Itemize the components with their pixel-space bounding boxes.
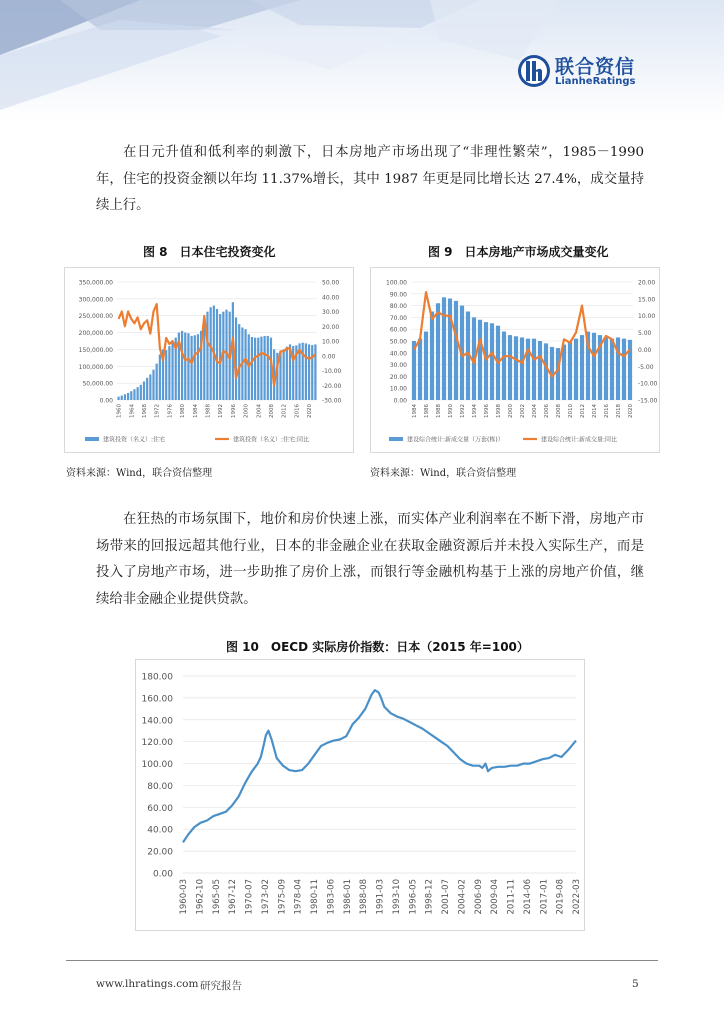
y-right-tick-label: 20.00 (638, 279, 656, 287)
paragraph-2-text: 在狂热的市场氛围下，地价和房价快速上涨，而实体产业利润率在不断下滑，房地产市场带来的回报远超其他行业，日本的非金融企业在获取金融资源后并未投入实际生产，而是投入了房地产市场，进一步助推了房价上涨，而银行等金融机构基于上涨的房地产价值，继续给非金融企业提供贷款。 (96, 512, 644, 607)
x-tick-label: 2019-08 (555, 879, 566, 915)
bar (159, 354, 161, 400)
legend-line-label: 建筑投资（名义）:住宅:同比 (233, 436, 310, 444)
page-number: 5 (632, 978, 639, 990)
bar (412, 341, 416, 400)
y-left-tick-label: 150,000.00 (78, 346, 113, 354)
legend-bar-swatch (389, 437, 403, 441)
x-tick-label: 2000 (243, 404, 250, 418)
x-tick-label: 1967-12 (228, 879, 239, 915)
y-right-tick-label: 30.00 (322, 309, 340, 316)
bar (121, 396, 123, 400)
y-left-tick-label: 100.00 (386, 279, 407, 287)
y-tick-label: 160.00 (141, 694, 173, 705)
bar (286, 347, 288, 400)
bar (168, 346, 170, 400)
x-tick-label: 1978-04 (293, 879, 304, 915)
x-tick-label: 1988-08 (359, 879, 370, 915)
x-tick-label: 2004 (256, 404, 263, 418)
bar (314, 344, 316, 400)
x-tick-label: 2022-03 (572, 879, 582, 915)
y-left-tick-label: 0.00 (393, 397, 407, 405)
y-right-tick-label: -20.00 (322, 382, 342, 390)
bar (442, 297, 446, 400)
logo-en-text: LianheRatings (555, 76, 636, 87)
x-tick-label: 2008 (268, 404, 275, 418)
bar (490, 323, 494, 400)
y-tick-label: 120.00 (141, 738, 173, 749)
y-left-tick-label: 80.00 (389, 303, 407, 311)
x-tick-label: 2014-06 (522, 879, 533, 915)
y-right-tick-label: 20.00 (322, 323, 340, 331)
y-right-tick-label: -10.00 (322, 368, 342, 375)
bar (526, 339, 530, 400)
x-tick-label: 1960 (116, 404, 123, 418)
logo-mark-icon (517, 54, 551, 88)
bar (538, 341, 542, 400)
paragraph-1 (96, 140, 644, 220)
price-index-line (183, 690, 576, 842)
x-tick-label: 2001-07 (441, 879, 451, 915)
x-tick-label: 1968 (141, 404, 148, 418)
figure-8-title: 图 8 日本住宅投资变化 (143, 245, 276, 259)
x-tick-label: 2006-09 (473, 879, 484, 915)
y-right-tick-label: 50.00 (322, 279, 340, 287)
x-tick-label: 1986-01 (342, 879, 353, 915)
x-tick-label: 1993-10 (391, 879, 402, 915)
x-tick-label: 2020 (628, 404, 634, 418)
x-tick-label: 1998-12 (424, 879, 435, 915)
figure-9-source: 资料来源：Wind，联合资信整理 (370, 468, 517, 479)
x-tick-label: 1970-07 (244, 879, 255, 915)
x-tick-label: 1991-03 (375, 879, 386, 915)
x-tick-label: 1964 (129, 404, 136, 418)
bar (562, 345, 566, 400)
bar (190, 336, 192, 400)
y-tick-label: 180.00 (141, 672, 173, 683)
bar (146, 378, 148, 400)
bar (184, 333, 186, 400)
y-left-tick-label: 200,000.00 (78, 330, 113, 338)
y-tick-label: 140.00 (141, 716, 173, 727)
x-tick-label: 1988 (436, 404, 442, 418)
x-tick-label: 1960-03 (179, 879, 189, 915)
bar (137, 387, 139, 400)
x-tick-label: 1994 (472, 404, 478, 418)
bar (418, 339, 422, 400)
x-tick-label: 1973-02 (260, 879, 271, 915)
yoy-line (414, 292, 630, 376)
bar (436, 303, 440, 400)
y-left-tick-label: 250,000.00 (78, 313, 113, 321)
x-tick-label: 2017-01 (539, 879, 550, 915)
x-tick-label: 2020 (307, 404, 314, 418)
bar (187, 333, 189, 400)
y-right-tick-label: 10.00 (638, 313, 656, 321)
y-tick-label: 20.00 (147, 847, 173, 858)
y-left-tick-label: 40.00 (389, 350, 407, 358)
bar (454, 301, 458, 400)
bar (305, 343, 307, 400)
bar (628, 340, 632, 400)
x-tick-label: 1980 (180, 404, 187, 418)
y-left-tick-label: 50.00 (389, 338, 407, 346)
y-left-tick-label: 60.00 (389, 326, 407, 334)
paragraph-1-text: 在日元升值和低利率的刺激下，日本房地产市场出现了“非理性繁荣”，1985－1990 年，住宅的投资金额以年均 11.37%增长，其中 1987 年更是同比增长达 27.4%，成交量持续上行。 (96, 145, 644, 213)
y-right-tick-label: 0.00 (322, 353, 336, 361)
bar (257, 338, 259, 400)
x-tick-label: 1996 (230, 404, 237, 418)
y-left-tick-label: 50,000.00 (82, 380, 113, 388)
bar (424, 332, 428, 400)
figure-8-source: 资料来源：Wind，联合资信整理 (66, 468, 213, 479)
legend-bar-label: 建筑投资（名义）:住宅 (103, 436, 166, 444)
figure-10-title: 图 10 OECD 实际房价指数：日本（2015 年=100） (226, 640, 529, 654)
bar (568, 341, 572, 400)
bar (181, 331, 183, 400)
figure-8-svg (65, 268, 355, 454)
bar (610, 339, 614, 400)
bar (544, 343, 548, 400)
x-tick-label: 1983-06 (326, 879, 337, 915)
bar (171, 342, 173, 400)
bar (308, 344, 310, 400)
y-right-tick-label: 5.00 (638, 330, 652, 338)
bar (532, 339, 536, 400)
bar (283, 349, 285, 400)
footer-website[interactable]: www.lhratings.com (96, 978, 199, 990)
bar (140, 385, 142, 400)
bar (206, 312, 208, 400)
figure-9-svg (371, 268, 661, 454)
x-tick-label: 1984 (192, 404, 199, 418)
bar (264, 336, 266, 400)
y-left-tick-label: 10.00 (389, 385, 407, 393)
x-tick-label: 2002 (520, 404, 526, 418)
y-right-tick-label: -5.00 (638, 363, 654, 371)
y-right-tick-label: -30.00 (322, 397, 342, 405)
legend-line-label: 建设综合统计:新成交量:同比 (541, 436, 618, 444)
bar (502, 332, 506, 400)
bar (484, 322, 488, 400)
bar (244, 329, 246, 400)
legend-bar-swatch (85, 437, 99, 441)
bar (622, 339, 626, 400)
x-tick-label: 1992 (460, 404, 466, 418)
y-left-tick-label: 0.00 (99, 397, 113, 405)
y-left-tick-label: 20.00 (389, 373, 407, 381)
y-left-tick-label: 30.00 (389, 362, 407, 370)
x-tick-label: 1996-05 (408, 879, 419, 915)
bar (302, 343, 304, 400)
x-tick-label: 2009-04 (490, 879, 501, 915)
x-tick-label: 2000 (508, 404, 514, 418)
bar (216, 309, 218, 400)
y-left-tick-label: 100,000.00 (78, 363, 113, 371)
y-left-tick-label: 300,000.00 (78, 296, 113, 304)
bar (311, 345, 313, 400)
y-tick-label: 100.00 (141, 760, 173, 771)
bar (520, 337, 524, 400)
bar (604, 337, 608, 400)
figure-8-chart (64, 267, 354, 453)
x-tick-label: 2006 (544, 404, 550, 418)
figure-9-title: 图 9 日本房地产市场成交量变化 (428, 245, 609, 259)
bar (124, 394, 126, 400)
x-tick-label: 1996 (484, 404, 490, 418)
figure-10-svg (136, 660, 586, 932)
bar (117, 397, 119, 400)
bar (430, 312, 434, 401)
figure-9-chart (370, 267, 660, 453)
x-tick-label: 1984 (412, 404, 418, 418)
x-tick-label: 2014 (592, 404, 598, 418)
figure-10-chart (135, 659, 585, 931)
legend-bar-label: 建设综合统计:新成交量（万套(栋)） (407, 436, 504, 444)
bar (194, 335, 196, 400)
bar (165, 350, 167, 400)
y-right-tick-label: 40.00 (322, 294, 340, 302)
bar (149, 374, 151, 400)
x-tick-label: 1998 (496, 404, 502, 418)
paragraph-2 (96, 507, 644, 613)
x-tick-label: 2004 (532, 404, 538, 418)
x-tick-label: 1975-09 (277, 879, 288, 915)
y-left-tick-label: 350,000.00 (78, 279, 113, 287)
x-tick-label: 2012 (580, 404, 586, 418)
bar (580, 335, 584, 400)
bar (448, 299, 452, 400)
bar (210, 307, 212, 400)
footer-divider (66, 960, 658, 961)
logo-cn-text: 联合资信 (555, 56, 636, 78)
bar (478, 320, 482, 400)
bar (254, 338, 256, 400)
y-left-tick-label: 70.00 (389, 314, 407, 322)
x-tick-label: 1980-11 (310, 879, 320, 915)
bar (143, 381, 145, 400)
bar (130, 391, 132, 400)
x-tick-label: 2016 (604, 404, 610, 418)
y-right-tick-label: -15.00 (638, 397, 658, 405)
x-tick-label: 2016 (294, 404, 301, 418)
bar (574, 339, 578, 400)
x-tick-label: 2004-02 (457, 879, 468, 915)
y-right-tick-label: 15.00 (638, 296, 656, 304)
bar (197, 334, 199, 400)
bar (514, 336, 518, 400)
x-tick-label: 1972 (154, 404, 161, 418)
y-right-tick-label: 0.00 (638, 346, 652, 354)
bar (556, 348, 560, 400)
y-tick-label: 60.00 (147, 803, 173, 814)
x-tick-label: 1962-10 (195, 879, 206, 915)
bar (238, 324, 240, 400)
footer-label: 研究报告 (200, 980, 242, 992)
x-tick-label: 1990 (448, 404, 454, 418)
bar (508, 335, 512, 400)
y-right-tick-label: -10.00 (638, 380, 658, 388)
x-tick-label: 2008 (556, 404, 562, 418)
y-tick-label: 40.00 (147, 825, 173, 836)
x-tick-label: 2018 (616, 404, 622, 418)
lianhe-logo (517, 54, 647, 94)
bar (251, 337, 253, 400)
x-tick-label: 2011-11 (506, 879, 517, 915)
bar (133, 389, 135, 400)
x-tick-label: 1988 (205, 404, 212, 418)
bar (152, 370, 154, 400)
x-tick-label: 1976 (167, 404, 174, 418)
bar (592, 333, 596, 400)
x-tick-label: 1986 (424, 404, 430, 418)
bar (267, 336, 269, 400)
bar (127, 393, 129, 400)
x-tick-label: 1965-05 (211, 879, 222, 915)
x-tick-label: 2012 (281, 404, 288, 418)
y-tick-label: 0.00 (152, 869, 173, 880)
bar (156, 364, 158, 400)
y-right-tick-label: 10.00 (322, 338, 340, 346)
y-tick-label: 80.00 (147, 781, 173, 792)
x-tick-label: 2010 (568, 404, 574, 418)
x-tick-label: 1992 (218, 404, 225, 418)
y-left-tick-label: 90.00 (389, 291, 407, 299)
bar (260, 337, 262, 400)
